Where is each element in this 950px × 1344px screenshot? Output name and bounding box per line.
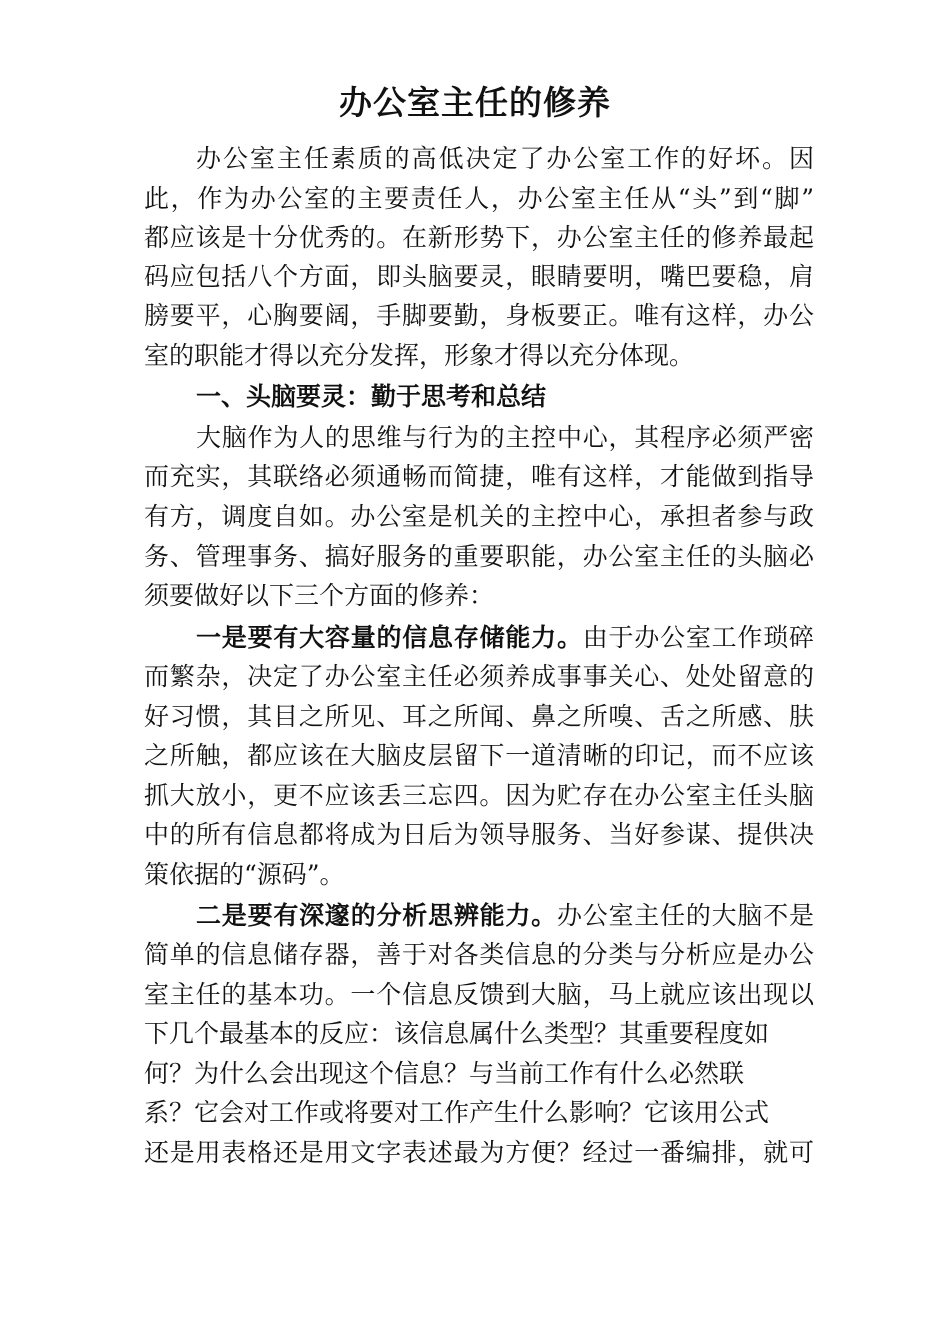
- paragraph-line: 须要做好以下三个方面的修养：: [144, 581, 495, 610]
- paragraph-line: 策依据的“源码”。: [144, 860, 345, 889]
- paragraph-line: 还是用表格还是用文字表述最为方便？经过一番编排，就可: [144, 1138, 814, 1167]
- point-text: 办公室主任的大脑不是: [556, 901, 814, 930]
- paragraph-line: 室主任的基本功。一个信息反馈到大脑，马上就应该出现以: [144, 980, 814, 1009]
- paragraph-line: 有方，调度自如。办公室是机关的主控中心，承担者参与政: [144, 502, 814, 531]
- section-heading: 一、头脑要灵：勤于思考和总结: [196, 382, 547, 411]
- paragraph-line: 大脑作为人的思维与行为的主控中心，其程序必须严密: [196, 423, 814, 452]
- paragraph-line: 简单的信息储存器，善于对各类信息的分类与分析应是办公: [144, 940, 814, 969]
- paragraph-line: 此，作为办公室的主要责任人，办公室主任从“头”到“脚”: [144, 184, 814, 213]
- paragraph-line: 而繁杂，决定了办公室主任必须养成事事关心、处处留意的: [144, 662, 814, 691]
- paragraph-line: 何？为什么会出现这个信息？与当前工作有什么必然联: [144, 1059, 745, 1088]
- paragraph-line: 好习惯，其目之所见、耳之所闻、鼻之所嗅、舌之所感、肤: [144, 702, 814, 731]
- paragraph-line: 之所触，都应该在大脑皮层留下一道清晰的印记，而不应该: [144, 741, 814, 770]
- paragraph-line: [196, 618, 814, 658]
- point-text: 由于办公室工作琐碎: [582, 623, 814, 652]
- paragraph-line: 膀要平，心胸要阔，手脚要勤，身板要正。唯有这样，办公: [144, 301, 814, 330]
- paragraph-line: 码应包括八个方面，即头脑要灵，眼睛要明，嘴巴要稳，肩: [144, 262, 814, 291]
- paragraph-line: 务、管理事务、搞好服务的重要职能，办公室主任的头脑必: [144, 542, 814, 571]
- document-title: 办公室主任的修养: [339, 83, 611, 122]
- point-lead-bold: 一是要有大容量的信息存储能力。: [196, 623, 583, 652]
- paragraph-line: 室的职能才得以充分发挥，形象才得以充分体现。: [144, 341, 695, 370]
- paragraph-line: 而充实，其联络必须通畅而简捷，唯有这样，才能做到指导: [144, 462, 814, 491]
- paragraph-line: 中的所有信息都将成为日后为领导服务、当好参谋、提供决: [144, 820, 814, 849]
- paragraph-line: 系？它会对工作或将要对工作产生什么影响？它该用公式: [144, 1098, 770, 1127]
- paragraph-line: 抓大放小，更不应该丢三忘四。因为贮存在办公室主任头脑: [144, 781, 814, 810]
- paragraph-line: 都应该是十分优秀的。在新形势下，办公室主任的修养最起: [144, 223, 814, 252]
- paragraph-line: 下几个最基本的反应：该信息属什么类型？其重要程度如: [144, 1019, 770, 1048]
- paragraph-line: [196, 896, 814, 936]
- point-lead-bold: 二是要有深邃的分析思辨能力。: [196, 901, 557, 930]
- paragraph-line: 办公室主任素质的高低决定了办公室工作的好坏。因: [196, 144, 814, 173]
